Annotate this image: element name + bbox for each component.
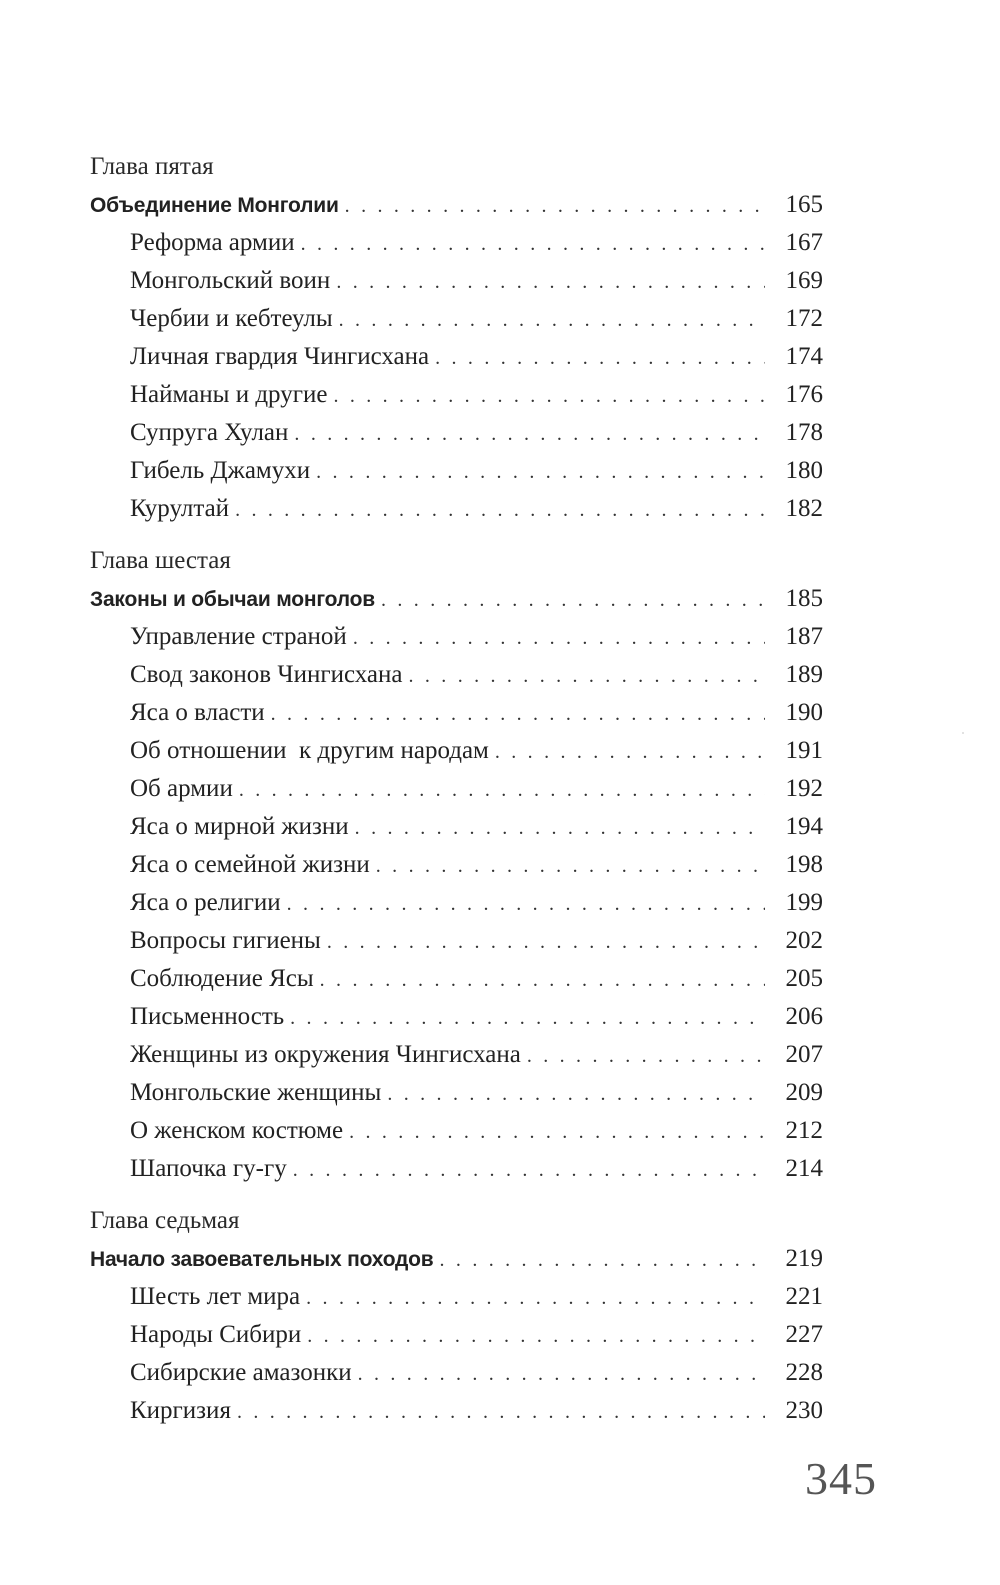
page-number: 178 <box>785 419 823 446</box>
dot-leader <box>301 225 765 263</box>
page-number: 189 <box>785 661 823 688</box>
chapter-label: Глава седьмая <box>90 1207 240 1234</box>
page-number: 176 <box>785 381 823 408</box>
section-entry <box>90 846 823 884</box>
section-title: О женском костюме <box>130 1117 344 1144</box>
page-number: 194 <box>785 813 823 840</box>
page-number: 180 <box>785 457 823 484</box>
section-title: Соблюдение Ясы <box>130 965 314 992</box>
section-entry <box>90 1150 823 1188</box>
section-entry <box>90 338 823 376</box>
section-title: Свод законов Чингисхана <box>130 661 403 688</box>
section-entry <box>90 224 823 262</box>
dot-leader <box>239 771 765 809</box>
dot-leader <box>376 847 765 885</box>
section-title: Женщины из окружения Чингисхана <box>130 1041 521 1068</box>
section-title: Яса о семейной жизни <box>130 851 370 878</box>
page-number: 227 <box>785 1321 823 1348</box>
section-entry <box>90 960 823 998</box>
dot-leader <box>327 923 765 961</box>
section-title: Реформа армии <box>130 229 295 256</box>
page-number: 206 <box>785 1003 823 1030</box>
chapter-title-entry <box>90 1240 823 1278</box>
chapter-title-entry <box>90 580 823 618</box>
page-number: 190 <box>785 699 823 726</box>
dot-leader <box>381 581 765 619</box>
section-entry <box>90 376 823 414</box>
section-entry <box>90 732 823 770</box>
dot-leader <box>271 695 765 733</box>
page-number: 209 <box>785 1079 823 1106</box>
page-number: 214 <box>785 1155 823 1182</box>
page-number: 202 <box>785 927 823 954</box>
section-entry <box>90 808 823 846</box>
dot-leader <box>320 961 765 999</box>
section-title: Об армии <box>130 775 233 802</box>
page-number: 187 <box>785 623 823 650</box>
dot-leader <box>387 1075 765 1113</box>
dot-leader <box>435 339 765 377</box>
section-title: Супруга Хулан <box>130 419 289 446</box>
section-title: Шесть лет мира <box>130 1283 301 1310</box>
section-entry <box>90 1316 823 1354</box>
section-entry <box>90 656 823 694</box>
chapter-title-entry <box>90 186 823 224</box>
chapter-gap <box>90 528 823 542</box>
section-entry <box>90 1278 823 1316</box>
section-entry <box>90 1392 823 1430</box>
page-number: 167 <box>785 229 823 256</box>
dot-leader <box>339 301 765 339</box>
section-title: Монгольский воин <box>130 267 331 294</box>
page-number: 205 <box>785 965 823 992</box>
section-title: Яса о мирной жизни <box>130 813 349 840</box>
page-folio-number: 345 <box>805 1453 877 1504</box>
section-title: Личная гвардия Чингисхана <box>130 343 430 370</box>
page-number: 192 <box>785 775 823 802</box>
section-title: Монгольские женщины <box>130 1079 382 1106</box>
section-title: Шапочка гу-гу <box>130 1155 287 1182</box>
section-title: Яса о власти <box>130 699 265 726</box>
dot-leader <box>336 263 765 301</box>
section-title: Найманы и другие <box>130 381 328 408</box>
section-title: Гибель Джамухи <box>130 457 311 484</box>
section-entry <box>90 300 823 338</box>
section-title: Чербии и кебтеулы <box>130 305 333 332</box>
dot-leader <box>527 1037 765 1075</box>
dot-leader <box>293 1151 765 1189</box>
section-title: Яса о религии <box>130 889 281 916</box>
page-number: 182 <box>785 495 823 522</box>
dot-leader <box>440 1241 765 1279</box>
chapter-title: Объединение Монголии <box>90 194 339 217</box>
page-number: 172 <box>785 305 823 332</box>
section-entry <box>90 1354 823 1392</box>
dot-leader <box>358 1355 765 1393</box>
section-entry <box>90 770 823 808</box>
dot-leader <box>237 1393 765 1431</box>
page-number: 228 <box>785 1359 823 1386</box>
dot-leader <box>307 1317 765 1355</box>
dot-leader <box>306 1279 765 1317</box>
page-number: 212 <box>785 1117 823 1144</box>
dot-leader <box>345 187 765 225</box>
section-title: Сибирские амазонки <box>130 1359 352 1386</box>
section-entry <box>90 414 823 452</box>
page-number: 169 <box>785 267 823 294</box>
section-entry <box>90 1036 823 1074</box>
section-entry <box>90 618 823 656</box>
page-number: 219 <box>785 1245 823 1272</box>
dot-leader <box>290 999 765 1037</box>
chapter-label: Глава пятая <box>90 153 214 180</box>
section-entry <box>90 490 823 528</box>
chapter-gap <box>90 1188 823 1202</box>
section-title: Управление страной <box>130 623 347 650</box>
section-title: Об отношении к другим народам <box>130 737 489 764</box>
chapter-title: Законы и обычаи монголов <box>90 588 375 611</box>
chapter-label: Глава шестая <box>90 547 231 574</box>
page-number: 230 <box>785 1397 823 1424</box>
section-title: Письменность <box>130 1003 285 1030</box>
section-title: Курултай <box>130 495 230 522</box>
dot-leader <box>353 619 765 657</box>
dot-leader <box>355 809 765 847</box>
dot-leader <box>333 377 765 415</box>
table-of-contents <box>90 148 823 1430</box>
section-entry <box>90 1112 823 1150</box>
page-number: 221 <box>785 1283 823 1310</box>
dot-leader <box>287 885 765 923</box>
dot-leader <box>409 657 766 695</box>
section-title: Киргизия <box>130 1397 231 1424</box>
section-entry <box>90 1074 823 1112</box>
section-title: Народы Сибири <box>130 1321 302 1348</box>
dot-leader <box>349 1113 765 1151</box>
page-number: 165 <box>785 191 823 218</box>
section-entry <box>90 998 823 1036</box>
section-entry <box>90 884 823 922</box>
section-entry <box>90 262 823 300</box>
page-number: 198 <box>785 851 823 878</box>
paper-speck <box>962 732 964 734</box>
chapter-title: Начало завоевательных походов <box>90 1248 434 1271</box>
page-number: 185 <box>785 585 823 612</box>
section-entry <box>90 452 823 490</box>
page-number: 191 <box>785 737 823 764</box>
section-entry <box>90 922 823 960</box>
page-number: 174 <box>785 343 823 370</box>
dot-leader <box>235 491 765 529</box>
section-entry <box>90 694 823 732</box>
page-number: 207 <box>785 1041 823 1068</box>
dot-leader <box>495 733 765 771</box>
section-title: Вопросы гигиены <box>130 927 321 954</box>
dot-leader <box>294 415 765 453</box>
page-number: 199 <box>785 889 823 916</box>
dot-leader <box>316 453 765 491</box>
